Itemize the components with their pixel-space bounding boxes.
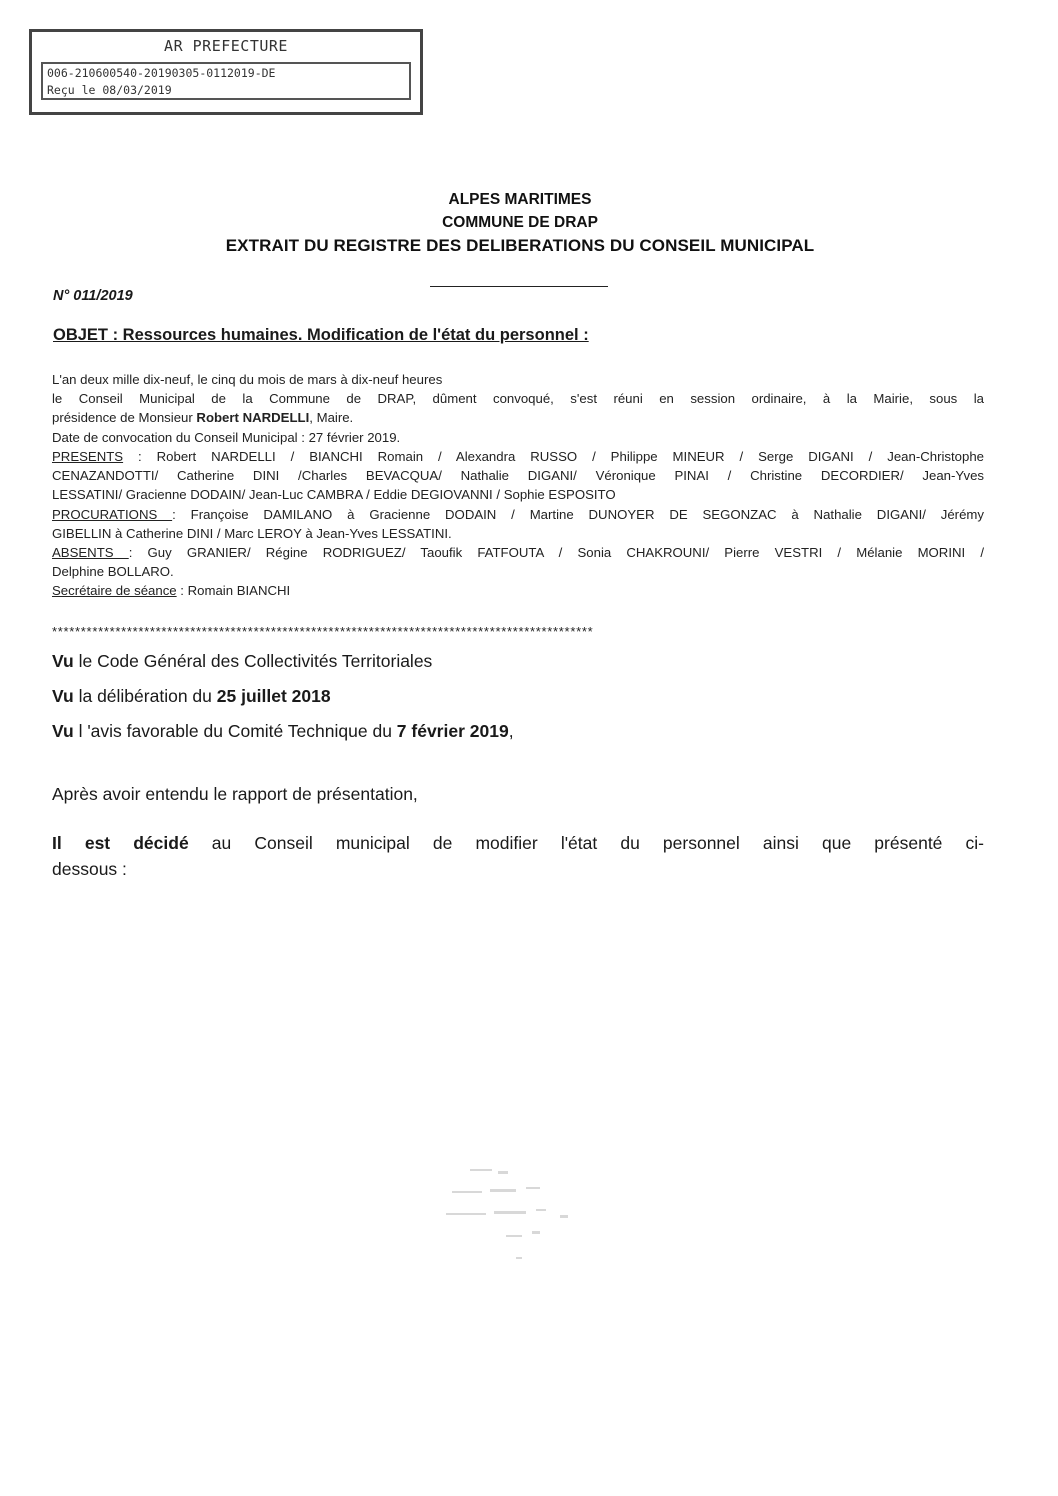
visa-committee-text: l 'avis favorable du Comité Technique du [73,721,397,741]
procurations-line-2: GIBELLIN à Catherine DINI / Marc LEROY à Jean-Yves LESSATINI. [52,526,452,541]
convocation-date-line: Date de convocation du Conseil Municipal : 27 février 2019. [52,430,401,445]
department-heading: ALPES MARITIMES [448,191,592,208]
stamp-reference-number: 006-210600540-20190305-0112019-DE [47,66,276,80]
stamp-received-date: Reçu le 08/03/2019 [47,83,172,97]
decision-keyword: Il est décidé [52,833,189,853]
presents-label: PRESENTS [52,449,124,464]
deliberation-number: N° 011/2019 [53,288,133,304]
visa-deliberation-text: la délibération du [73,686,217,706]
absents-line-1 [52,545,984,560]
presidency-suffix: , Maire. [309,410,354,425]
visa-cgct-keyword: Vu [52,651,74,671]
presidency-prefix: présidence de Monsieur [52,410,197,425]
header-divider [430,286,608,287]
report-heard-line: Après avoir entendu le rapport de présentation, [52,784,418,804]
decision-text-1: au Conseil municipal de modifier l'état du personnel ainsi que présenté ci- [188,833,984,853]
session-presidency-line [52,410,353,425]
asterisk-separator: ********************************************************************************************** [52,624,594,639]
stamp-title: AR PREFECTURE [164,37,288,55]
secretary-name: : Romain BIANCHI [176,583,291,598]
secretary-label: Secrétaire de séance [52,583,177,598]
visa-deliberation-keyword: Vu [52,686,74,706]
decision-line-1 [52,833,984,854]
secretary-line [52,583,290,598]
visa-committee-end: , [508,721,514,741]
visa-technical-committee [52,721,514,742]
presents-line-1 [52,449,984,464]
absents-line-2: Delphine BOLLARO. [52,564,174,579]
absents-label: ABSENTS [52,545,129,560]
register-heading: EXTRAIT DU REGISTRE DES DELIBERATIONS DU CONSEIL MUNICIPAL [225,236,815,255]
commune-heading: COMMUNE DE DRAP [442,214,598,231]
procurations-label: PROCURATIONS [52,507,173,522]
visa-cgct [52,651,432,672]
prefecture-stamp [29,29,423,115]
stamp-reference-box [41,62,411,100]
session-date-line: L'an deux mille dix-neuf, le cinq du mois de mars à dix-neuf heures [52,372,443,387]
visa-committee-date: 7 février 2019 [396,721,509,741]
visa-cgct-text: le Code Général des Collectivités Territoriales [73,651,433,671]
presents-line-3: LESSATINI/ Gracienne DODAIN/ Jean-Luc CAMBRA / Eddie DEGIOVANNI / Sophie ESPOSITO [52,487,616,502]
absents-text-1: : Guy GRANIER/ Régine RODRIGUEZ/ Taoufik FATFOUTA / Sonia CHAKROUNI/ Pierre VESTRI / Mélanie MORINI / [128,545,984,560]
deliberation-subject: OBJET : Ressources humaines. Modification de l'état du personnel : [53,326,589,344]
visa-committee-keyword: Vu [52,721,74,741]
visa-deliberation-date: 25 juillet 2018 [216,686,331,706]
faint-seal-marks [440,1165,580,1275]
procurations-text-1: : Françoise DAMILANO à Gracienne DODAIN / Martine DUNOYER DE SEGONZAC à Nathalie DIGANI/ Jérémy [172,507,984,522]
session-council-line: le Conseil Municipal de la Commune de DRAP, dûment convoqué, s'est réuni en session ordinaire, à la Mairie, sous la [52,391,984,406]
presents-line-2: CENAZANDOTTI/ Catherine DINI /Charles BEVACQUA/ Nathalie DIGANI/ Véronique PINAI / Christine DECORDIER/ Jean-Yves [52,468,984,483]
mayor-name: Robert NARDELLI [196,410,310,425]
presents-text-1: : Robert NARDELLI / BIANCHI Romain / Alexandra RUSSO / Philippe MINEUR / Serge DIGANI / Jean-Christophe [123,449,984,464]
decision-line-2: dessous : [52,859,127,879]
procurations-line-1 [52,507,984,522]
visa-deliberation [52,686,331,707]
